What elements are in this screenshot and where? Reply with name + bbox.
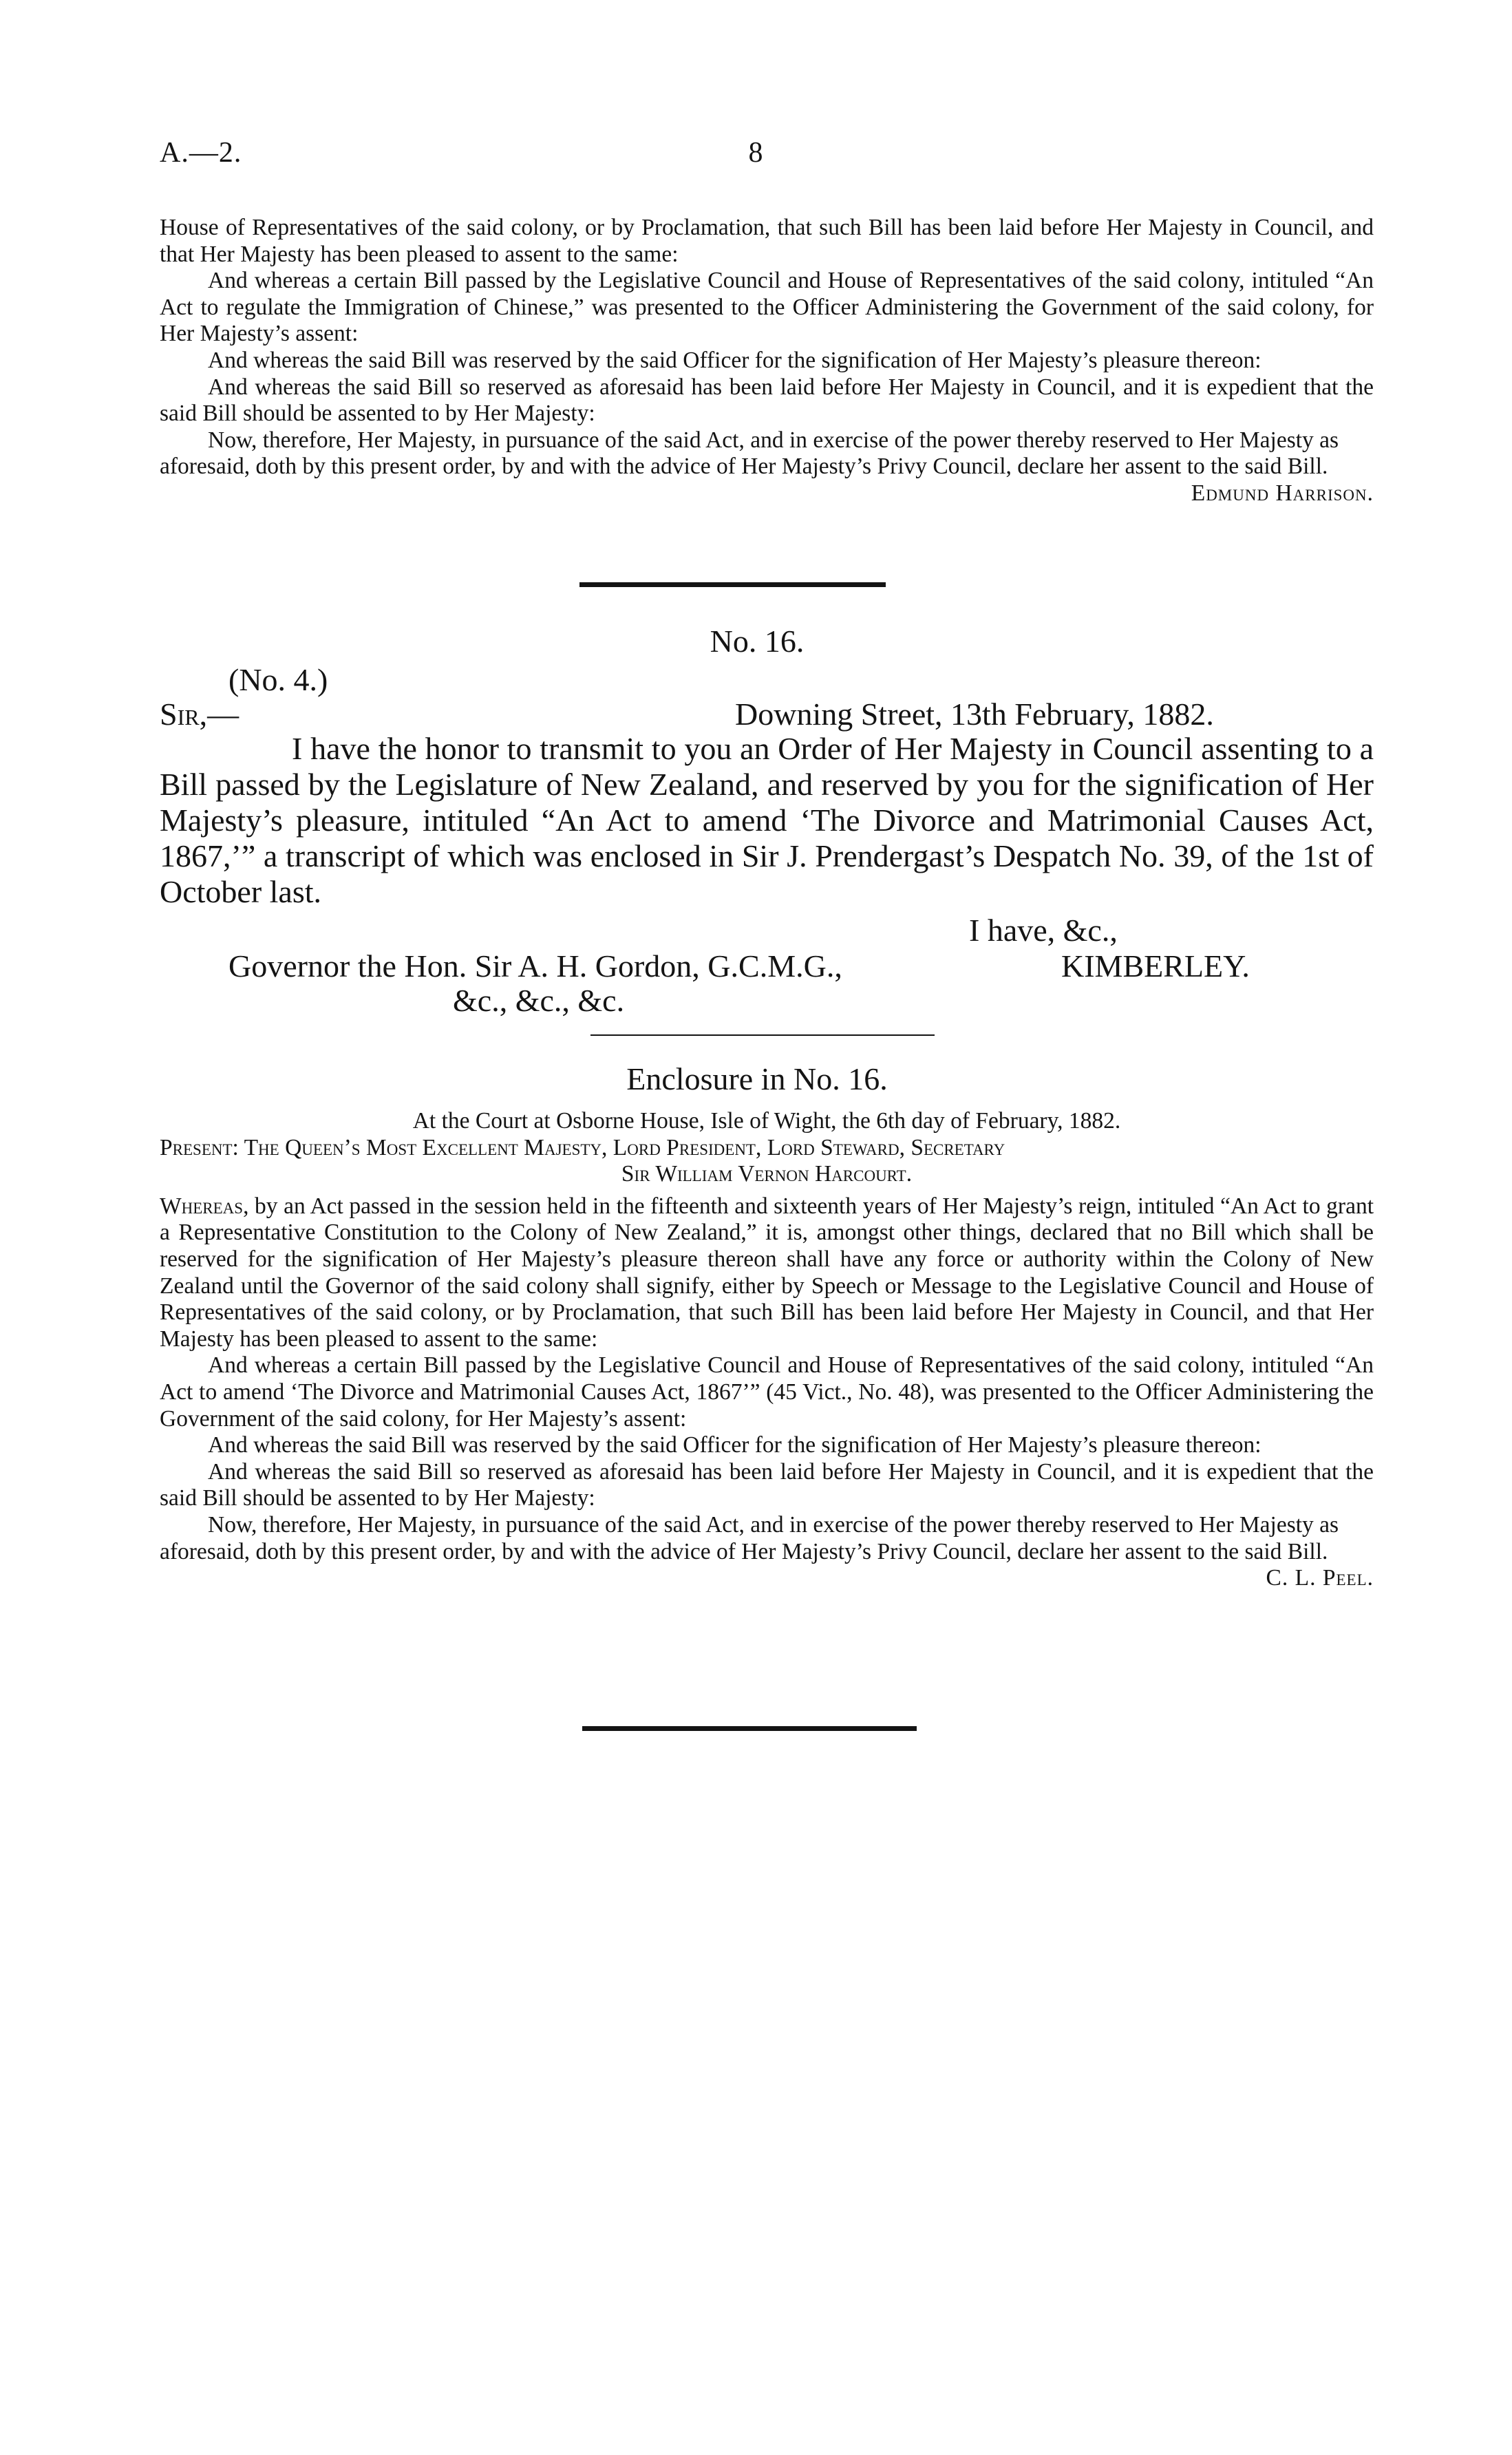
- enclosure-paragraph-1: [160, 1193, 1374, 1353]
- top-order-paragraph-1: House of Representatives of the said colony, or by Proclamation, that such Bill has been laid before Her Majesty in Council, and that Her Majesty has been pleased to assent to the same:: [160, 215, 1374, 267]
- section-divider: [579, 582, 886, 587]
- despatch-number-heading: No. 16.: [710, 624, 805, 659]
- despatch-signatory: KIMBERLEY.: [1061, 948, 1250, 984]
- enclosure-heading: Enclosure in No. 16.: [626, 1061, 888, 1096]
- despatch-addressee: Governor the Hon. Sir A. H. Gordon, G.C.M.G.,: [228, 948, 842, 984]
- present-line-1: [160, 1135, 1374, 1162]
- enclosure-paragraph-5: [160, 1511, 1374, 1591]
- enclosure-paragraph-5-text: Now, therefore, Her Majesty, in pursuance of the said Act, and in exercise of the power thereby reserved to Her Majesty as aforesaid, doth by this present order, by and with the advice of Her Majesty’s Privy Council, declare her assent to the said Bill.: [160, 1511, 1339, 1564]
- top-order-signature: Edmund Harrison.: [1191, 480, 1374, 506]
- enclosure-divider: [590, 1034, 935, 1036]
- despatch-salutation: Sir,—: [160, 697, 239, 732]
- enclosure-text: [160, 1108, 1374, 1592]
- end-divider: [582, 1726, 917, 1731]
- top-order-paragraph-4: And whereas the said Bill so reserved as aforesaid has been laid before Her Majesty in Council, and it is expedient that the said Bill should be assented to by Her Majesty:: [160, 374, 1374, 427]
- enclosure-paragraph-2: And whereas a certain Bill passed by the Legislative Council and House of Representatives of the said colony, intituled “An Act to amend ‘The Divorce and Matrimonial Causes Act, 1867’” (45 Vict., No. 48), was presented to the Officer Administering the Government of the said colony, for Her Majesty’s assent:: [160, 1352, 1374, 1432]
- whereas-word: Whereas: [160, 1193, 244, 1219]
- despatch-closing: I have, &c.,: [969, 913, 1118, 948]
- page-number: 8: [748, 137, 763, 169]
- top-order-paragraph-2: And whereas a certain Bill passed by the Legislative Council and House of Representatives of the said colony, intituled “An Act to regulate the Immigration of Chinese,” was presented to the Officer Administering the Government of the said colony, for Her Majesty’s assent:: [160, 268, 1374, 347]
- paper-reference: A.—2.: [160, 137, 242, 169]
- enclosure-paragraph-1-text: , by an Act passed in the session held in the fifteenth and sixteenth years of Her Majesty’s reign, intituled “An Act to grant a Representative Constitution to the Colony of New Zealand,” it is, amongst other things, declared that no Bill which shall be reserved for the signification of Her Majesty’s pleasure thereon shall have any force or authority within the Colony of New Zealand until the Governor of the said colony shall signify, either by Speech or Message to the Legislative Council and House of Representatives of the said colony, or by Proclamation, that such Bill has been laid before Her Majesty in Council, and that Her Majesty has been pleased to assent to the same:: [160, 1193, 1374, 1352]
- top-order-paragraph-3: And whereas the said Bill was reserved by the said Officer for the signification of Her Majesty’s pleasure thereon:: [208, 347, 1261, 373]
- top-order-text: [160, 215, 1374, 507]
- court-line: At the Court at Osborne House, Isle of Wight, the 6th day of February, 1882.: [412, 1108, 1121, 1134]
- present-line-2: Sir William Vernon Harcourt.: [621, 1161, 913, 1187]
- top-order-paragraph-5: [160, 427, 1374, 506]
- enclosure-signature: C. L. Peel.: [1266, 1565, 1374, 1591]
- despatch-place-date: Downing Street, 13th February, 1882.: [735, 697, 1214, 732]
- despatch-body: [160, 731, 1374, 910]
- despatch-addressee-etc: &c., &c., &c.: [453, 983, 625, 1018]
- enclosure-paragraph-3: And whereas the said Bill was reserved by the said Officer for the signification of Her Majesty’s pleasure thereon:: [208, 1432, 1261, 1458]
- top-order-paragraph-5-text: Now, therefore, Her Majesty, in pursuance of the said Act, and in exercise of the power thereby reserved to Her Majesty as aforesaid, doth by this present order, by and with the advice of Her Majesty’s Privy Council, declare her assent to the said Bill.: [160, 427, 1339, 480]
- present-line-1-text: Present: The Queen’s Most Excellent Majesty, Lord President, Lord Steward, Secretary: [160, 1134, 1005, 1160]
- despatch-body-text: I have the honor to transmit to you an Order of Her Majesty in Council assenting to a Bill passed by the Legislature of New Zealand, and reserved by you for the signification of Her Majesty’s pleasure, intituled “An Act to amend ‘The Divorce and Matrimonial Causes Act, 1867,’” a transcript of which was enclosed in Sir J. Prendergast’s Despatch No. 39, of the 1st of October last.: [160, 731, 1374, 909]
- despatch-reference: (No. 4.): [228, 662, 328, 697]
- enclosure-paragraph-4: And whereas the said Bill so reserved as aforesaid has been laid before Her Majesty in Council, and it is expedient that the said Bill should be assented to by Her Majesty:: [160, 1458, 1374, 1511]
